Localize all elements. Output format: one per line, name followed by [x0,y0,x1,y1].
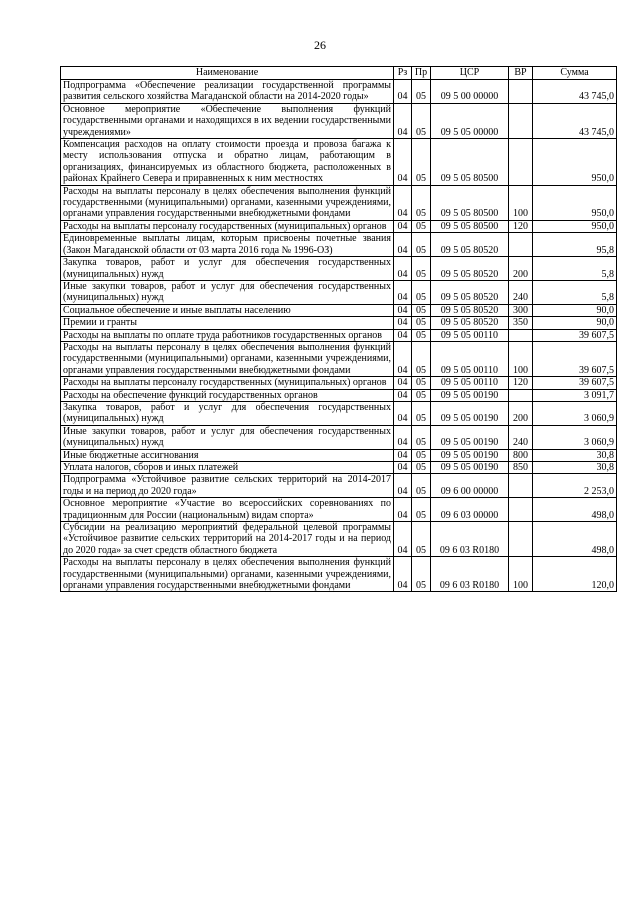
cell-csr: 09 5 05 00190 [431,449,509,461]
cell-pr: 05 [412,425,431,449]
cell-rz: 04 [394,257,412,281]
cell-name: Основное мероприятие «Участие во всероссийских соревнованиях по традиционным для России (национальным) видам спорта» [61,498,394,522]
cell-rz: 04 [394,341,412,376]
cell-sum: 3 060,9 [533,401,617,425]
cell-rz: 04 [394,220,412,232]
cell-pr: 05 [412,498,431,522]
header-vr: ВР [509,67,533,80]
cell-sum: 950,0 [533,185,617,220]
cell-csr: 09 5 05 00110 [431,329,509,341]
cell-rz: 04 [394,389,412,401]
cell-csr: 09 5 05 80520 [431,233,509,257]
cell-name: Иные закупки товаров, работ и услуг для обеспечения государственных (муниципальных) нужд [61,280,394,304]
table-row [61,557,617,592]
cell-vr: 200 [509,401,533,425]
cell-name: Подпрограмма «Устойчивое развитие сельских территорий на 2014-2017 годы и на период до 2020 года» [61,474,394,498]
cell-pr: 05 [412,103,431,138]
cell-vr: 240 [509,280,533,304]
header-csr: ЦСР [431,67,509,80]
cell-name: Уплата налогов, сборов и иных платежей [61,462,394,474]
cell-name: Компенсация расходов на оплату стоимости проезда и провоза багажа к месту использования отпуска и обратно лицам, работающим в организациях, финансируемых из областного бюджета, расположенных в районах Крайнего Севера и приравненных к ним местностях [61,139,394,186]
cell-vr [509,474,533,498]
cell-rz: 04 [394,474,412,498]
cell-vr [509,103,533,138]
cell-name: Расходы на выплаты персоналу в целях обеспечения выполнения функций государственными (муниципальными) органами, казенными учреждениями, органами управления государственными внебюджетными фондами [61,185,394,220]
cell-name: Субсидии на реализацию мероприятий федеральной целевой программы «Устойчивое развитие сельских территорий на 2014-2017 годы и на период до 2020 года» за счет средств областного бюджета [61,522,394,557]
cell-vr [509,329,533,341]
table-row [61,317,617,329]
cell-sum: 498,0 [533,522,617,557]
table-row [61,304,617,316]
cell-csr: 09 5 05 80500 [431,185,509,220]
table-row [61,401,617,425]
cell-csr: 09 5 05 00190 [431,401,509,425]
cell-sum: 498,0 [533,498,617,522]
table-row [61,522,617,557]
cell-csr: 09 5 05 00000 [431,103,509,138]
cell-vr: 300 [509,304,533,316]
cell-vr: 100 [509,341,533,376]
cell-pr: 05 [412,341,431,376]
cell-vr: 350 [509,317,533,329]
cell-name: Социальное обеспечение и иные выплаты населению [61,304,394,316]
cell-rz: 04 [394,462,412,474]
cell-pr: 05 [412,80,431,104]
cell-rz: 04 [394,304,412,316]
cell-sum: 3 091,7 [533,389,617,401]
cell-csr: 09 5 05 80500 [431,220,509,232]
cell-csr: 09 5 05 00190 [431,462,509,474]
cell-vr: 120 [509,377,533,389]
cell-rz: 04 [394,280,412,304]
cell-csr: 09 5 05 00190 [431,425,509,449]
cell-vr [509,233,533,257]
cell-rz: 04 [394,557,412,592]
cell-rz: 04 [394,317,412,329]
cell-pr: 05 [412,522,431,557]
table-row [61,377,617,389]
cell-csr: 09 5 05 80520 [431,317,509,329]
cell-sum: 3 060,9 [533,425,617,449]
cell-name: Иные бюджетные ассигнования [61,449,394,461]
table-row [61,425,617,449]
table-row [61,329,617,341]
cell-rz: 04 [394,233,412,257]
cell-sum: 95,8 [533,233,617,257]
cell-rz: 04 [394,329,412,341]
cell-rz: 04 [394,498,412,522]
cell-name: Подпрограмма «Обеспечение реализации государственной программы развития сельского хозяйства Магаданской области на 2014-2020 годы» [61,80,394,104]
cell-sum: 2 253,0 [533,474,617,498]
cell-csr: 09 5 05 80520 [431,280,509,304]
cell-pr: 05 [412,280,431,304]
table-row [61,462,617,474]
cell-pr: 05 [412,304,431,316]
cell-name: Расходы на выплаты персоналу государственных (муниципальных) органов [61,377,394,389]
header-name: Наименование [61,67,394,80]
cell-rz: 04 [394,185,412,220]
cell-name: Расходы на выплаты персоналу государственных (муниципальных) органов [61,220,394,232]
cell-csr: 09 5 05 80520 [431,304,509,316]
cell-rz: 04 [394,139,412,186]
cell-pr: 05 [412,389,431,401]
cell-pr: 05 [412,462,431,474]
cell-name: Закупка товаров, работ и услуг для обеспечения государственных (муниципальных) нужд [61,401,394,425]
cell-pr: 05 [412,474,431,498]
cell-csr: 09 5 05 00190 [431,389,509,401]
cell-vr: 120 [509,220,533,232]
cell-pr: 05 [412,139,431,186]
cell-sum: 39 607,5 [533,341,617,376]
cell-vr: 800 [509,449,533,461]
table-row [61,185,617,220]
cell-csr: 09 5 00 00000 [431,80,509,104]
cell-vr: 240 [509,425,533,449]
cell-vr: 100 [509,557,533,592]
table-row [61,139,617,186]
table-body [61,80,617,592]
table-row [61,341,617,376]
cell-name: Расходы на выплаты персоналу в целях обеспечения выполнения функций государственными (муниципальными) органами, казенными учреждениями, органами управления государственными внебюджетными фондами [61,557,394,592]
cell-vr: 100 [509,185,533,220]
header-rz: Рз [394,67,412,80]
cell-sum: 30,8 [533,462,617,474]
cell-csr: 09 6 03 00000 [431,498,509,522]
cell-name: Основное мероприятие «Обеспечение выполнения функций государственными органами и находящихся в их ведении государственными учреждениями» [61,103,394,138]
cell-sum: 950,0 [533,139,617,186]
cell-csr: 09 6 00 00000 [431,474,509,498]
cell-csr: 09 5 05 80500 [431,139,509,186]
cell-vr [509,522,533,557]
table-row [61,233,617,257]
cell-pr: 05 [412,449,431,461]
cell-pr: 05 [412,257,431,281]
cell-vr [509,80,533,104]
cell-name: Расходы на выплаты по оплате труда работников государственных органов [61,329,394,341]
table-row [61,257,617,281]
cell-vr: 200 [509,257,533,281]
cell-name: Иные закупки товаров, работ и услуг для обеспечения государственных (муниципальных) нужд [61,425,394,449]
cell-rz: 04 [394,449,412,461]
table-row [61,498,617,522]
cell-pr: 05 [412,233,431,257]
header-sum: Сумма [533,67,617,80]
cell-sum: 5,8 [533,280,617,304]
cell-csr: 09 5 05 00110 [431,341,509,376]
cell-sum: 950,0 [533,220,617,232]
cell-csr: 09 5 05 00110 [431,377,509,389]
cell-sum: 120,0 [533,557,617,592]
table-header-row [61,67,617,80]
cell-rz: 04 [394,103,412,138]
header-pr: Пр [412,67,431,80]
cell-name: Премии и гранты [61,317,394,329]
table-row [61,449,617,461]
cell-pr: 05 [412,317,431,329]
cell-sum: 90,0 [533,304,617,316]
table-row [61,389,617,401]
cell-name: Расходы на выплаты персоналу в целях обеспечения выполнения функций государственными (муниципальными) органами, казенными учреждениями, органами управления государственными внебюджетными фондами [61,341,394,376]
cell-sum: 39 607,5 [533,377,617,389]
cell-name: Единовременные выплаты лицам, которым присвоены почетные звания (Закон Магаданской области от 03 марта 2016 года № 1996-ОЗ) [61,233,394,257]
cell-rz: 04 [394,377,412,389]
cell-pr: 05 [412,185,431,220]
table-row [61,103,617,138]
cell-rz: 04 [394,401,412,425]
cell-sum: 43 745,0 [533,80,617,104]
cell-sum: 43 745,0 [533,103,617,138]
table-row [61,474,617,498]
table-row [61,280,617,304]
page-number: 26 [314,38,326,52]
cell-rz: 04 [394,425,412,449]
cell-csr: 09 6 03 R0180 [431,557,509,592]
table-row [61,220,617,232]
cell-csr: 09 5 05 80520 [431,257,509,281]
cell-sum: 5,8 [533,257,617,281]
cell-pr: 05 [412,377,431,389]
cell-vr: 850 [509,462,533,474]
cell-csr: 09 6 03 R0180 [431,522,509,557]
cell-sum: 90,0 [533,317,617,329]
table-row [61,80,617,104]
cell-rz: 04 [394,80,412,104]
cell-pr: 05 [412,401,431,425]
budget-table [60,66,617,592]
cell-sum: 39 607,5 [533,329,617,341]
cell-vr [509,498,533,522]
cell-name: Расходы на обеспечение функций государственных органов [61,389,394,401]
cell-sum: 30,8 [533,449,617,461]
cell-name: Закупка товаров, работ и услуг для обеспечения государственных (муниципальных) нужд [61,257,394,281]
cell-vr [509,389,533,401]
cell-pr: 05 [412,557,431,592]
cell-vr [509,139,533,186]
cell-pr: 05 [412,220,431,232]
cell-pr: 05 [412,329,431,341]
cell-rz: 04 [394,522,412,557]
